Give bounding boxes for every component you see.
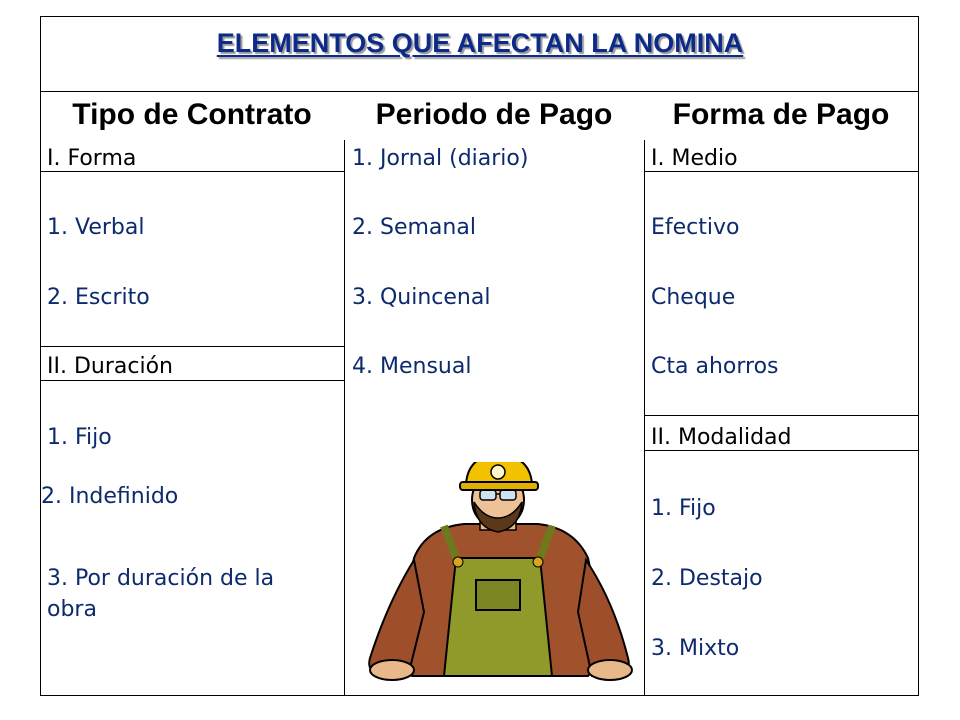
section-overline	[40, 346, 344, 347]
section-heading-duracion: II. Duración	[47, 354, 173, 379]
list-item: 2. Semanal	[352, 215, 476, 240]
list-item: Cheque	[651, 285, 736, 310]
list-item: Efectivo	[651, 215, 740, 240]
page-title: ELEMENTOS QUE AFECTAN LA NOMINA	[216, 28, 744, 58]
section-underline	[40, 171, 344, 172]
list-item: 3. Por duración de la obra	[47, 566, 275, 622]
list-item: Cta ahorros	[651, 354, 779, 379]
list-item: 1. Fijo	[47, 425, 112, 450]
worker-illustration	[352, 462, 644, 682]
list-item: 2. Escrito	[47, 285, 150, 310]
section-heading-forma: I. Forma	[47, 146, 137, 171]
column-header-tipo-contrato: Tipo de Contrato	[72, 98, 312, 131]
column-divider-1	[344, 140, 345, 696]
section-underline	[40, 380, 344, 381]
list-item: 2. Indefinido	[41, 484, 179, 509]
list-item: 3. Quincenal	[352, 285, 491, 310]
column-header-periodo-pago: Periodo de Pago	[375, 98, 613, 131]
list-item: 1. Verbal	[47, 215, 145, 240]
list-item: 2. Destajo	[651, 566, 763, 591]
section-heading-modalidad: II. Modalidad	[651, 425, 792, 450]
frame-top-border	[40, 16, 919, 17]
frame-bottom-border	[40, 695, 919, 696]
list-item: 1. Jornal (diario)	[352, 146, 529, 171]
list-item: 4. Mensual	[352, 354, 472, 379]
column-header-forma-pago: Forma de Pago	[672, 98, 890, 131]
section-underline	[644, 450, 919, 451]
section-heading-medio: I. Medio	[651, 146, 738, 171]
title-separator	[40, 91, 919, 92]
list-item: 3. Mixto	[651, 636, 740, 661]
section-underline	[644, 171, 919, 172]
frame-right-border	[918, 16, 919, 696]
list-item: 1. Fijo	[651, 496, 716, 521]
column-divider-2	[644, 140, 645, 696]
section-overline	[644, 415, 919, 416]
